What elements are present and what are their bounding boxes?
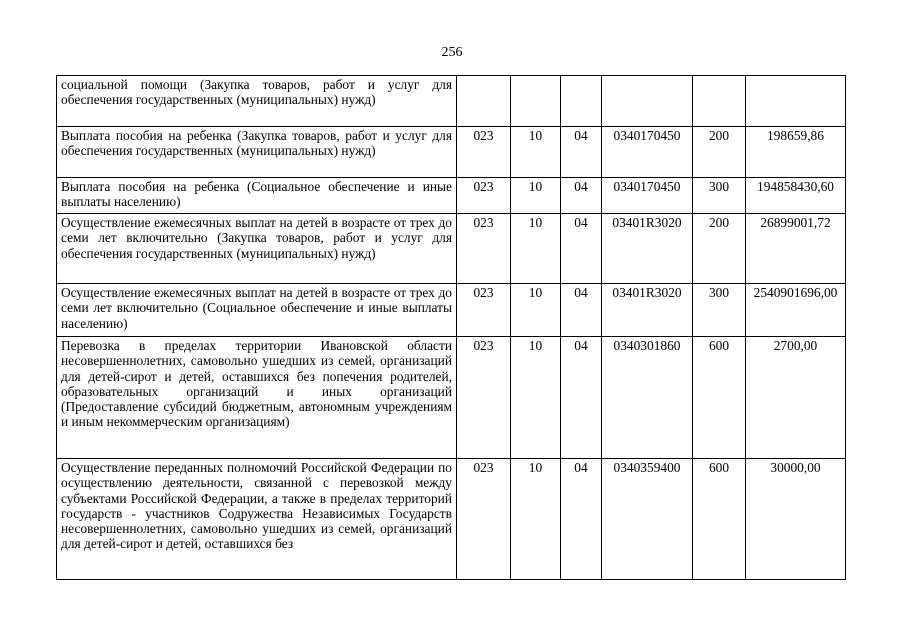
page-number: 256 <box>441 45 463 60</box>
ministry-code <box>457 76 511 127</box>
amount: 194858430,60 <box>746 178 846 214</box>
section-code: 10 <box>511 127 561 178</box>
target-code <box>602 76 693 127</box>
subsection-code: 04 <box>561 459 602 580</box>
table-row <box>57 214 846 284</box>
subsection-code: 04 <box>561 284 602 337</box>
expense-type-code <box>693 76 746 127</box>
expense-type-code: 300 <box>693 284 746 337</box>
section-code: 10 <box>511 284 561 337</box>
ministry-code: 023 <box>457 459 511 580</box>
row-description: Выплата пособия на ребенка (Социальное обеспечение и иные выплаты населению) <box>57 178 457 214</box>
row-description: Перевозка в пределах территории Ивановской области несовершеннолетних, самовольно ушедших из семей, организаций для детей-сирот и детей, оставшихся без попечения родителей, образовательных организаций и иных организаций (Предоставление субсидий бюджетным, автономным учреждениям и иным некоммерческим организациям) <box>57 337 457 459</box>
section-code: 10 <box>511 459 561 580</box>
target-code: 0340170450 <box>602 178 693 214</box>
row-description: социальной помощи (Закупка товаров, работ и услуг для обеспечения государственных (муниципальных) нужд) <box>57 76 457 127</box>
target-code: 0340301860 <box>602 337 693 459</box>
budget-table <box>56 75 846 580</box>
ministry-code: 023 <box>457 127 511 178</box>
subsection-code: 04 <box>561 214 602 284</box>
section-code: 10 <box>511 214 561 284</box>
target-code: 0340170450 <box>602 127 693 178</box>
amount: 198659,86 <box>746 127 846 178</box>
expense-type-code: 200 <box>693 127 746 178</box>
subsection-code: 04 <box>561 337 602 459</box>
expense-type-code: 200 <box>693 214 746 284</box>
expense-type-code: 600 <box>693 337 746 459</box>
row-description: Осуществление ежемесячных выплат на детей в возрасте от трех до семи лет включительно (Закупка товаров, работ и услуг для обеспечения государственных (муниципальных) нужд) <box>57 214 457 284</box>
section-code: 10 <box>511 337 561 459</box>
table-row <box>57 459 846 580</box>
table-row <box>57 178 846 214</box>
ministry-code: 023 <box>457 337 511 459</box>
table-row <box>57 127 846 178</box>
table-row <box>57 337 846 459</box>
ministry-code: 023 <box>457 214 511 284</box>
amount <box>746 76 846 127</box>
section-code: 10 <box>511 178 561 214</box>
target-code: 0340359400 <box>602 459 693 580</box>
target-code: 03401R3020 <box>602 214 693 284</box>
amount: 26899001,72 <box>746 214 846 284</box>
subsection-code: 04 <box>561 178 602 214</box>
target-code: 03401R3020 <box>602 284 693 337</box>
table-row <box>57 76 846 127</box>
expense-type-code: 300 <box>693 178 746 214</box>
ministry-code: 023 <box>457 284 511 337</box>
row-description: Осуществление ежемесячных выплат на детей в возрасте от трех до семи лет включительно (Социальное обеспечение и иные выплаты населению) <box>57 284 457 337</box>
section-code <box>511 76 561 127</box>
amount: 30000,00 <box>746 459 846 580</box>
amount: 2700,00 <box>746 337 846 459</box>
ministry-code: 023 <box>457 178 511 214</box>
amount: 2540901696,00 <box>746 284 846 337</box>
expense-type-code: 600 <box>693 459 746 580</box>
table-row <box>57 284 846 337</box>
subsection-code <box>561 76 602 127</box>
row-description: Выплата пособия на ребенка (Закупка товаров, работ и услуг для обеспечения государственных (муниципальных) нужд) <box>57 127 457 178</box>
subsection-code: 04 <box>561 127 602 178</box>
row-description: Осуществление переданных полномочий Российской Федерации по осуществлению деятельности, связанной с перевозкой между субъектами Российской Федерации, а также в пределах территорий государств - участников Содружества Независимых Государств несовершеннолетних, самовольно ушедших из семей, организаций для детей-сирот и детей, оставшихся без <box>57 459 457 580</box>
